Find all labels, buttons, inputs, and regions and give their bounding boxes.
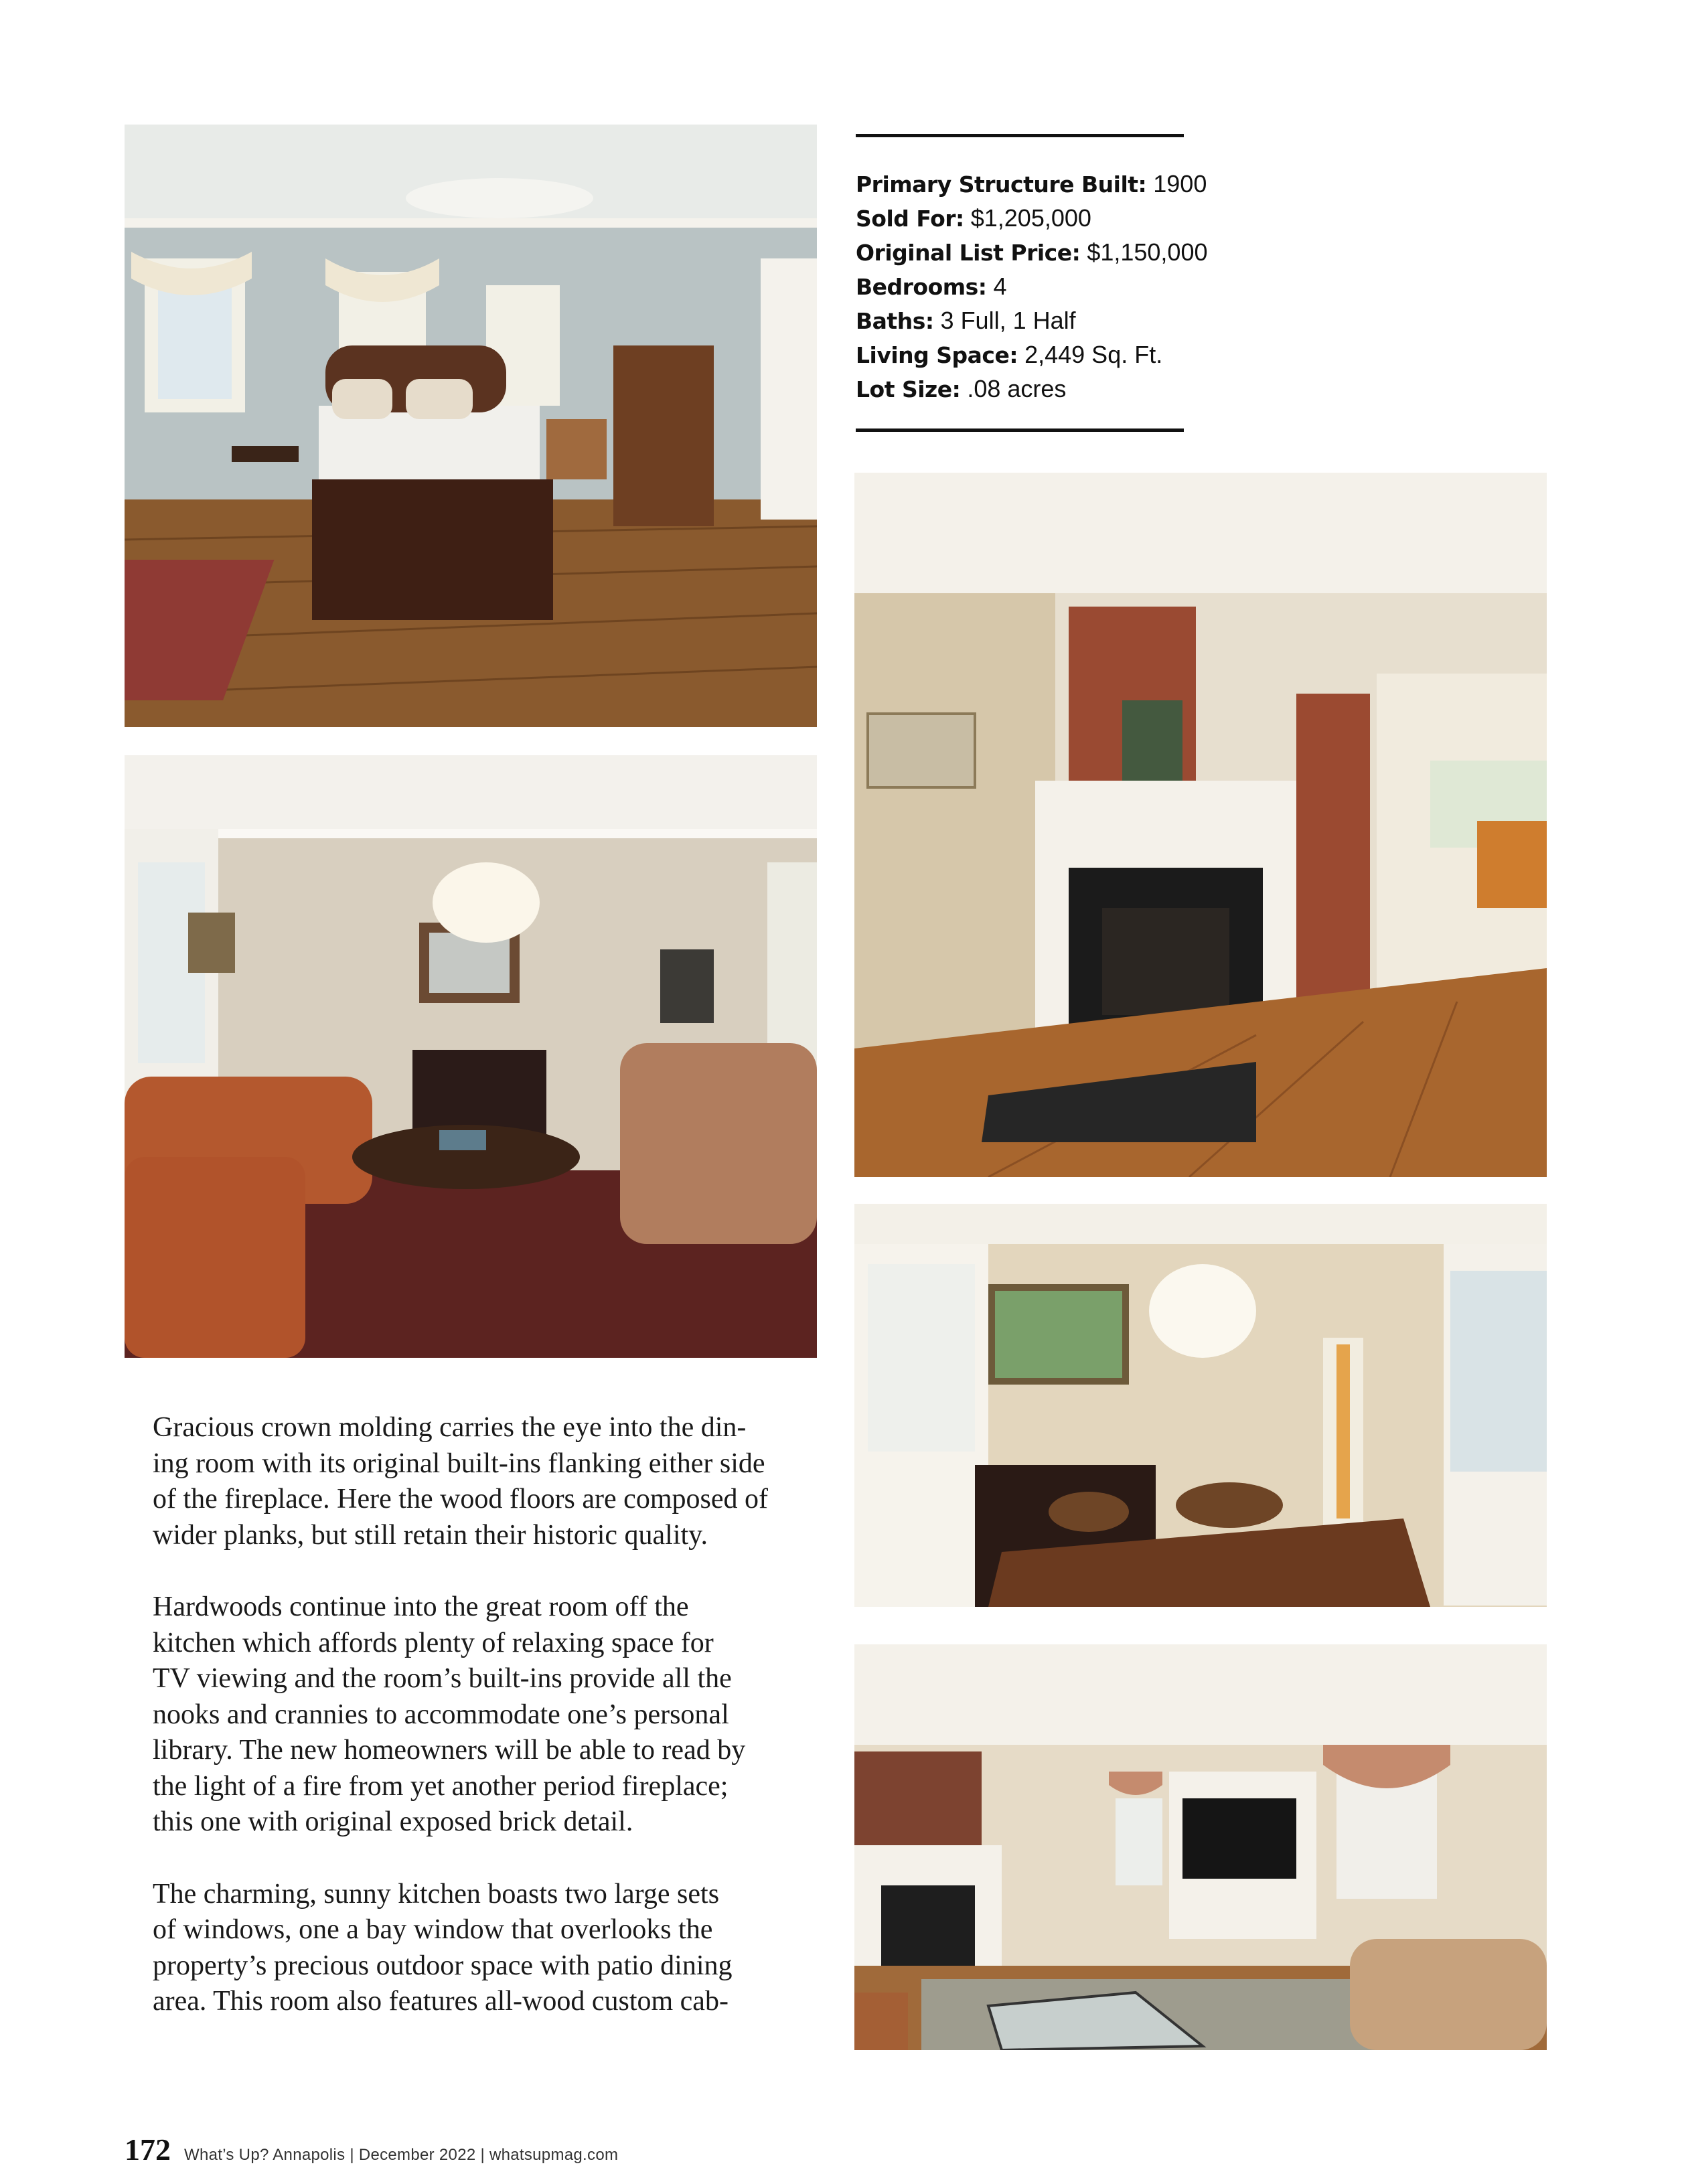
article-paragraph: Gracious crown molding carries the eye into the din- ing room with its original built-ins flanking either side of the fireplace. Here the wood floors are composed of wider planks, but still retain their historic quality. [153,1412,768,1551]
fireplace-photo [854,473,1547,1177]
spec-label: Primary Structure Built: [856,171,1147,198]
spec-value: $1,205,000 [970,204,1091,232]
spec-label: Bedrooms: [856,274,987,300]
spec-sold-for [856,202,1231,236]
spec-baths [856,304,1231,338]
spec-label: Sold For: [856,206,964,232]
spec-bedrooms [856,270,1231,304]
property-specs [856,167,1231,406]
living-room-photo [125,755,817,1358]
article-paragraph: Hardwoods continue into the great room off the kitchen which affords plenty of relaxing space for TV viewing and the room’s built-ins provide all the nooks and crannies to accommodate one’s personal library. The new homeowners will be able to read by the light of a fire from yet another period fireplace; this one with original exposed brick detail. [153,1591,746,1837]
bedroom-photo [125,125,817,727]
great-room-photo [854,1644,1547,2050]
spec-living-space [856,338,1231,372]
spec-value: $1,150,000 [1087,238,1208,266]
article-body [153,1410,822,2056]
spec-built [856,167,1231,202]
spec-label: Living Space: [856,342,1018,368]
specs-top-rule [856,134,1184,137]
page-footer [125,2132,618,2165]
spec-label: Lot Size: [856,376,961,402]
dining-room-photo [854,1204,1547,1607]
footer-publication-info: What’s Up? Annapolis | December 2022 | whatsupmag.com [184,2146,619,2164]
spec-value: 3 Full, 1 Half [940,307,1076,334]
spec-value: 1900 [1153,170,1207,198]
article-paragraph: The charming, sunny kitchen boasts two large sets of windows, one a bay window that overlooks the property’s precious outdoor space with patio dining area. This room also features all-wood custom cab- [153,1878,733,2017]
specs-bottom-rule [856,428,1184,432]
spec-value: 2,449 Sq. Ft. [1024,341,1163,368]
spec-list-price [856,236,1231,270]
spec-value: .08 acres [967,375,1067,402]
page-number: 172 [125,2132,171,2167]
spec-label: Original List Price: [856,240,1081,266]
spec-label: Baths: [856,308,934,334]
spec-value: 4 [993,272,1007,300]
spec-lot-size [856,372,1231,406]
